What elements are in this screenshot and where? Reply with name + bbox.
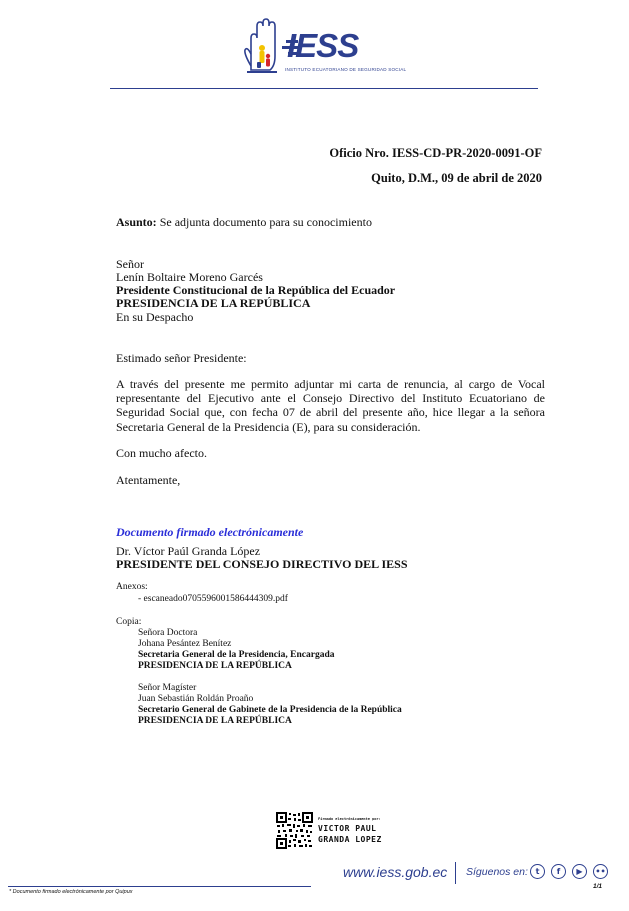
- place-date: Quito, D.M., 09 de abril de 2020: [371, 171, 542, 185]
- annex-file-link[interactable]: - escaneado0705596001586444309.pdf: [138, 594, 288, 604]
- copy-2-position: Secretario General de Gabinete de la Presidencia de la República: [138, 705, 402, 715]
- copy-2-name: Juan Sebastián Roldán Proaño: [138, 694, 254, 704]
- recipient-institution: PRESIDENCIA DE LA REPÚBLICA: [116, 296, 311, 310]
- recipient-name: Lenín Boltaire Moreno Garcés: [116, 270, 263, 284]
- signature-qr-code: [276, 812, 313, 849]
- greeting: Estimado señor Presidente:: [116, 351, 247, 365]
- copy-1-position: Secretaria General de la Presidencia, Encargada: [138, 650, 335, 660]
- body-paragraph: A través del presente me permito adjuntar mi carta de renuncia, al cargo de Vocal representante del Ejecutivo ante el Consejo Directivo del Instituto Ecuatoriano de Seguridad Social que, con fecha 07 de abril del presente año, hice llegar a la señora Secretaria General de la Presidencia (E), para su consideración.: [116, 377, 545, 434]
- copy-2-title: Señor Magíster: [138, 683, 197, 693]
- electronic-signature-note: Documento firmado electrónicamente: [116, 525, 304, 539]
- closing-affection: Con mucho afecto.: [116, 446, 207, 460]
- subject-text: Se adjunta documento para su conocimiento: [159, 215, 372, 229]
- copy-2-institution: PRESIDENCIA DE LA REPÚBLICA: [138, 716, 292, 726]
- document-reference: Oficio Nro. IESS-CD-PR-2020-0091-OF: [329, 146, 542, 160]
- iess-logo-subtitle: INSTITUTO ECUATORIANO DE SEGURIDAD SOCIAL: [285, 67, 407, 72]
- subject-label: Asunto:: [116, 215, 157, 229]
- esignature-label: Firmado electrónicamente por:: [318, 817, 381, 821]
- annexes-label: Anexos:: [116, 582, 148, 592]
- copy-1-institution: PRESIDENCIA DE LA REPÚBLICA: [138, 661, 292, 671]
- copy-1-title: Señora Doctora: [138, 628, 198, 638]
- recipient-title: Señor: [116, 257, 144, 271]
- follow-us-label: Síguenos en:: [466, 866, 528, 878]
- website-link[interactable]: www.iess.gob.ec: [343, 864, 448, 880]
- esignature-name-line-1: VICTOR PAUL: [318, 824, 377, 833]
- youtube-icon[interactable]: ▶: [572, 864, 587, 879]
- footnote: * Documento firmado electrónicamente por Quipux: [9, 889, 133, 895]
- recipient-position: Presidente Constitucional de la República del Ecuador: [116, 283, 396, 297]
- copy-1-name: Johana Pesántez Benítez: [138, 639, 232, 649]
- iess-logo-wordmark: IESS: [287, 27, 359, 64]
- signer-name: Dr. Víctor Paúl Granda López: [116, 544, 261, 558]
- flickr-icon[interactable]: ••: [593, 864, 608, 879]
- signer-position: PRESIDENTE DEL CONSEJO DIRECTIVO DEL IESS: [116, 557, 408, 571]
- header-rule: [110, 88, 538, 89]
- twitter-icon[interactable]: t: [530, 864, 545, 879]
- closing-regards: Atentamente,: [116, 473, 181, 487]
- facebook-icon[interactable]: f: [551, 864, 566, 879]
- recipient-location: En su Despacho: [116, 310, 194, 324]
- footer-rule: [8, 886, 311, 887]
- copies-label: Copia:: [116, 617, 142, 627]
- subject-line: [116, 215, 372, 229]
- page-number: 1/1: [593, 883, 603, 890]
- footer-separator: [455, 862, 456, 884]
- esignature-name-line-2: GRANDA LOPEZ: [318, 835, 382, 844]
